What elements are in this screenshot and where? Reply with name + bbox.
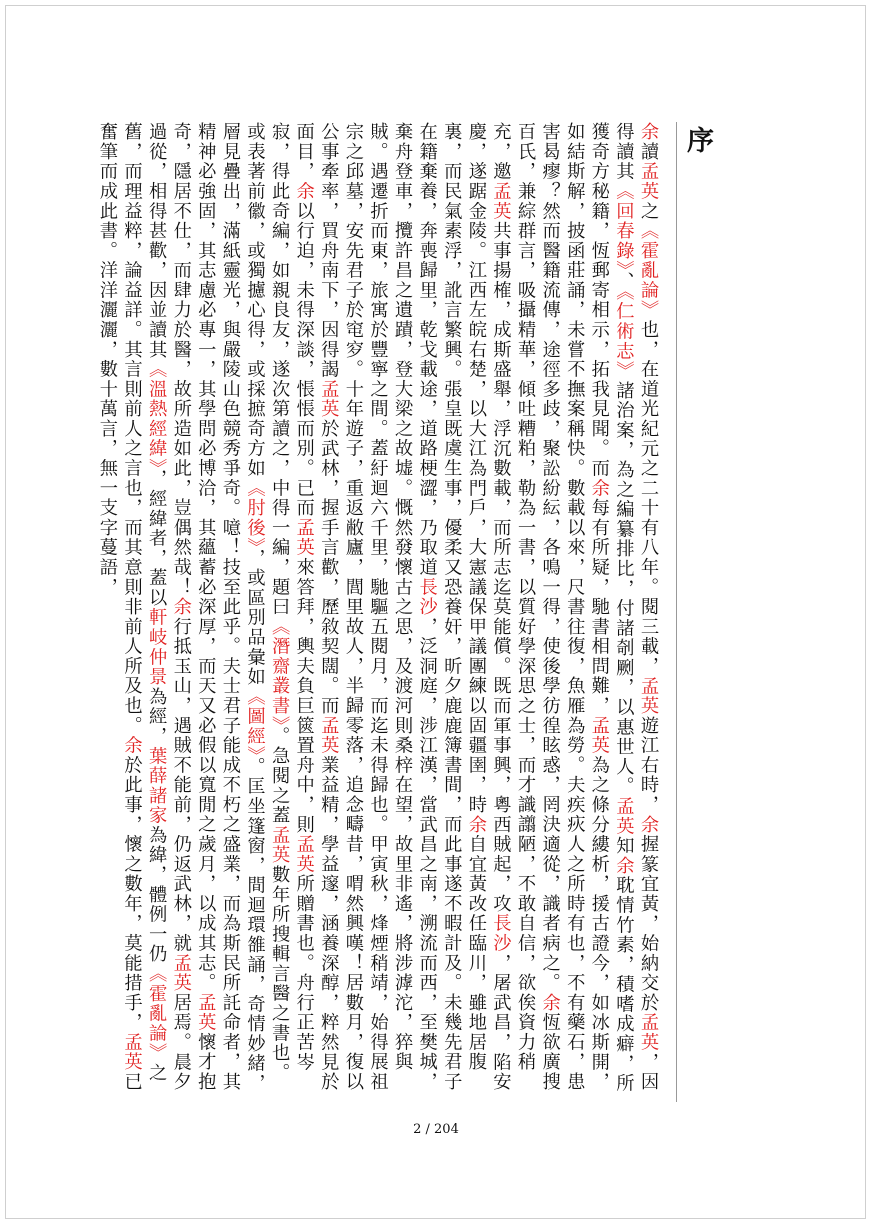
highlighted-term: 孟英: [170, 953, 192, 993]
highlighted-term: 余: [613, 855, 635, 876]
highlighted-term: 余: [539, 992, 561, 1013]
text-run: ，或區別品彙如: [244, 548, 266, 687]
highlighted-term: 軒岐仲景: [146, 607, 168, 687]
highlighted-term: 余: [293, 181, 315, 202]
text-run: 握篆宜黃，始納交於: [638, 834, 659, 1013]
text-run: 於武林，握手言歡，歷敘契闊。而: [318, 418, 340, 716]
highlighted-term: 余: [588, 478, 610, 499]
page-title: 序: [682, 126, 713, 153]
highlighted-term: 孟英: [638, 161, 659, 202]
text-run: 知: [613, 835, 635, 856]
highlighted-term: 孟英: [293, 517, 315, 558]
highlighted-term: 《圖經》: [244, 686, 266, 757]
text-run: 。急閱之蓋: [269, 726, 291, 826]
text-run: ，屠武昌，陷安慶，遂踞金陵。江西左皖右楚，以大江為門戶，大憲議保甲議團練以固疆圉，時: [465, 122, 512, 1092]
text-run: 也，在道光紀元之二十有八年。閱三載，: [638, 319, 659, 677]
text-run: 。匡坐篷窗，間迴環雒誦，奇情妙緒，層見疊出，滿紙靈光，與嚴陵山色競秀爭奇。噫！技至此乎。夫士君子能成不朽之盛業，而為斯民所託命者，其精神必強固，其志慮必專一，其學問必博洽，其蘊蓄必深厚，而天又必假以寬閒之歲月，以成其志。: [195, 122, 266, 1094]
highlighted-term: 長沙: [416, 577, 438, 617]
highlighted-term: 孟英: [195, 992, 217, 1033]
highlighted-term: 孟英: [269, 825, 291, 865]
text-run: 恆欲廣搜百氏，兼綜群言，吸攝精華，傾吐糟粕，勒為一書，以質好學深思之士，而才識譾陋，不敢自信，欲俟資力稍充，邀: [490, 122, 561, 1092]
highlighted-term: 孟英: [318, 379, 340, 419]
highlighted-term: 余: [465, 814, 487, 835]
highlighted-term: 葉薛諸家: [146, 746, 168, 826]
text-run: 於此事，懷之數年，莫能措手，: [121, 755, 143, 1033]
text-run: 、: [613, 271, 635, 291]
text-run: ，因得讀其: [613, 122, 659, 1092]
text-run: 已奮筆而成此書。洋洋灑灑，數十萬言，無一支字蔓語，: [96, 122, 143, 1092]
highlighted-term: 孟英: [318, 715, 340, 756]
text-run: ，經緯者，蓋以: [146, 469, 168, 608]
highlighted-term: 孟英: [638, 676, 659, 716]
highlighted-term: 長沙: [490, 913, 512, 954]
page-number: 2 / 204: [413, 1122, 459, 1137]
text-run: 行抵玉山，遇賊不能前，仍返武林，就: [170, 616, 192, 954]
highlighted-term: 孟英: [613, 796, 635, 836]
text-run: 遊江右時，: [638, 715, 659, 815]
text-run: 共事揚榷，成斯盛舉，浮沉數載，而所志迄莫能償。既而軍事興，粵西賊起，攻: [490, 220, 512, 914]
highlighted-term: 《溫熱經緯》: [146, 359, 168, 470]
highlighted-term: 孟英: [490, 181, 512, 221]
text-run: ，泛洞庭，涉江漢，當武昌之南，溯流而西，至樊城，棄舟登車，攬許昌之遺蹟，登大梁之故墟。慨然發懷古之思，及渡河則桑梓在望，故里非遙，將涉滹沱，猝與賊。遇遷折而東，旅寓於豐寧之間。蓋紆迴六千里，馳驅五閱月，而迄未得歸也。甲寅秋，烽煙稍靖，始得展祖宗之邱墓，安先君子於窀穸。十年遊子，重返敝廬，閭里故人，半歸零落，追念疇昔，喟然興嘆！居數月，復以公事牽率，買舟南下，因得謁: [318, 122, 438, 1092]
text-run: 為之條分縷析，援古證今，如冰斯開，如結斯解，披函莊誦，未嘗不撫案稱快。數載以來，尺書往復，魚雁為勞。夫疾疢人之所時有也，不有藥石，患害曷瘳？然而醫籍流傳，途徑多歧，聚訟紛紜，各鳴一得，使後學彷徨眩惑，罔決適從，識者病之。: [539, 122, 610, 1092]
highlighted-term: 《霍亂論》: [146, 963, 168, 1063]
text-run: 耽情竹素，積嗜成癖，所獲奇方秘籍，恆郵寄相示，拓我見聞。而: [588, 122, 635, 1094]
text-run: 居焉。晨夕過從，相得甚歡，因並讀其: [146, 122, 192, 1092]
highlighted-term: 余: [170, 596, 192, 617]
text-run: 每有所疑，馳書相問難，: [588, 498, 610, 716]
highlighted-term: 《仁術志》: [613, 290, 635, 381]
preface-body: [96, 122, 660, 1102]
text-run: 所贈書也。舟行正苦岑寂，得此奇編，如親良友，遂次第讀之，中得一編，題曰: [269, 122, 315, 1072]
text-run: 為經，: [146, 686, 168, 747]
highlighted-term: 孟英: [121, 1032, 143, 1072]
highlighted-term: 孟英: [293, 834, 315, 875]
highlighted-term: 《潛齋叢書》: [269, 616, 291, 727]
text-run: 為緯，體例一仍: [146, 825, 168, 964]
highlighted-term: 余: [638, 122, 659, 142]
highlighted-term: 《回春錄》: [613, 181, 635, 272]
text-run: 之舊，而理益粹，論益詳。其言則前人之言也，而其意則非前人所及也。: [121, 122, 168, 1083]
text-run: 之: [638, 201, 659, 221]
text-run: 來答拜，輿夫負巨篋置舟中，則: [293, 557, 315, 835]
text-run: 讀: [638, 141, 659, 162]
text-run: 數年所搜輯言醫之書也。或表著前徽，或獨攄心得，或採摭奇方如: [244, 122, 291, 1083]
text-run: 業益精，學益邃，涵養深醇，粹然見於面目，: [293, 122, 340, 1092]
text-run: 以行迫，未得深談，悵悵而別。已而: [293, 201, 315, 518]
title-divider: [676, 122, 677, 1102]
highlighted-term: 孟英: [588, 715, 610, 756]
highlighted-term: 孟英: [638, 1012, 659, 1053]
highlighted-term: 《霍亂論》: [638, 220, 659, 320]
highlighted-term: 余: [638, 814, 659, 835]
highlighted-term: 余: [121, 735, 143, 756]
text-run: 懷才抱奇，隱居不仕，而肆力於醫，故所造如此，豈偶然哉！: [170, 122, 217, 1092]
text-run: 自宜黃改任臨川，雖地居腹裏，而民氣素浮，訛言繁興。張皇既虞生事，優柔又恐養奸，昕夕鹿鹿簿書間，而此事遂不暇計及。未幾先君子在籍棄養，奔喪歸里，乾戈載途，道路梗澀，乃取道: [416, 122, 487, 1092]
text-run: 諸治案，為之編纂排比，付諸剞劂，以惠世人。: [613, 380, 635, 797]
highlighted-term: 《肘後》: [244, 478, 266, 549]
